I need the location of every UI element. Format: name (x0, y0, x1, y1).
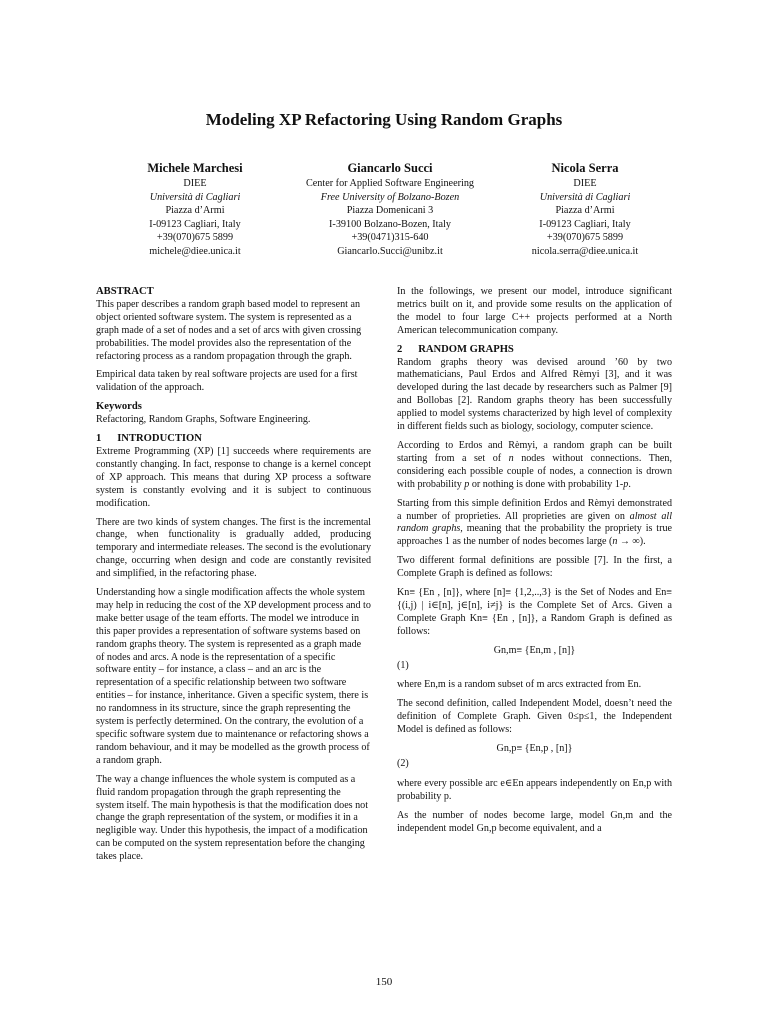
author-address: Piazza Domenicani 3 (346, 205, 434, 217)
author-phone: +39(0471)315-640 (351, 232, 429, 244)
author-name: Giancarlo Succi (347, 161, 433, 175)
body-paragraph: There are two kinds of system changes. The first is the incremental change, when functionality is gradually added, producing temporary and intermediate releases. The second is the evolutionary change, occurring when design and code are constantly revisited and simplified, in the refactoring phase. (96, 516, 371, 580)
body-paragraph: The way a change influences the whole system is computed as a fluid random propagation through the graph representing the system itself. The main hypothesis is that the modification does not change the graph representation of the system, or modifies it in a negligible way. Under this hypothesis, the impact of a modification can be computed on the system representation before the changing takes place. (96, 773, 369, 863)
author-name: Nicola Serra (551, 161, 619, 175)
author-email: michele@diee.unica.it (149, 245, 241, 257)
math-limit: n → ∞ (612, 536, 640, 548)
body-paragraph: Two different formal definitions are possible [7]. In the first, a Complete Graph is defined as follows: (397, 555, 672, 580)
keywords-heading: Keywords (96, 401, 142, 413)
text-run: According to Erdos and Rèmyi, a random graph can be built starting from a set of (397, 439, 672, 464)
author-institution: Università di Cagliari (149, 191, 241, 203)
text-run: Starting from this simple definition Erdos and Rèmyi demonstrated a number of proprieties. All proprieties are given on (397, 497, 672, 522)
author-city: I-39100 Bolzano-Bozen, Italy (329, 218, 451, 230)
body-paragraph: In the followings, we present our model, introduce significant metrics built on it, and provide some results on the application of the model to four large C++ projects performed at a North American telecommunication company. (397, 286, 672, 336)
body-paragraph (397, 440, 672, 492)
body-paragraph (397, 498, 672, 550)
equation-2: Gn,p≡ {En,p , [n]} (496, 743, 573, 755)
author-name: Michele Marchesi (147, 161, 243, 175)
author-email: Giancarlo.Succi@unibz.it (337, 245, 443, 257)
author-block-3 (485, 160, 685, 259)
author-institution: Free University of Bolzano-Bozen (320, 191, 460, 203)
author-institution: Università di Cagliari (539, 191, 631, 203)
right-column (397, 286, 672, 842)
text-run: nodes without connections. Then, considering each possible couple of nodes, a connection is drown with probability (397, 452, 672, 490)
author-email: nicola.serra@diee.unica.it (531, 245, 639, 257)
abstract-heading: ABSTRACT (96, 286, 154, 297)
author-dept: DIEE (573, 178, 597, 189)
section-heading-introduction: 1 INTRODUCTION (96, 433, 202, 445)
definition-paragraph: Kn≡ {En , [n]}, where [n]≡ {1,2,..,3} is the Set of Nodes and En≡ {(i,j) | i∈[n], j∈[n], i≠j} is the Complete Set of Arcs. Given a Complete Graph Kn≡ {En , [n]}, a Random Graph is defined as follows: (397, 587, 672, 637)
body-paragraph: Extreme Programming (XP) [1] succeeds where requirements are constantly changing. In fact, response to change is a kernel concept of XP approach. This means that during XP process a software system is constantly evolving and it is subject to continuous modification. (96, 445, 371, 509)
abstract-paragraph: Empirical data taken by real software projects are used for a first validation of the approach. (96, 369, 358, 394)
math-var: p (623, 478, 629, 490)
body-paragraph: Understanding how a single modification affects the whole system may help in reducing the cost of the XP development process and to make better usage of the team efforts. The model we introduce in this paper provides a representation of software systems based on random graphs theory. The system is represented as a graph made of nodes and arcs. A node is the representation of a specific software entity – for instance, a class – and an arc is the representation of a specific relationship between two software entities – for instance, inheritance. Given a specific system, there is no randomness in its structure, since the graph representing the system is perfectly determined. On the contrary, the evolution of a specific software system due to maintenance or refactoring shows a random behaviour, and it may be modelled as the growth process of a random graph. (96, 587, 371, 766)
author-phone: +39(070)675 5899 (546, 232, 624, 244)
author-city: I-09123 Cagliari, Italy (539, 218, 631, 230)
body-paragraph: where every possible arc e∈En appears independently on En,p with probability p. (397, 777, 672, 802)
equation-1: Gn,m≡ {En,m , [n]} (493, 644, 576, 656)
text-run: meaning that the probability the propriety is true approaches 1 as the number of nodes becomes large ( (397, 523, 672, 548)
paper-title: Modeling XP Refactoring Using Random Graphs (205, 110, 563, 129)
abstract-paragraph: This paper describes a random graph based model to represent an object oriented software system. The system is represented as a graph made of a set of nodes and a set of arcs with given crossing probabilities. The model provides also the representation of the refactoring process as a random propagation through the graph. (96, 298, 362, 362)
author-phone: +39(070)675 5899 (156, 232, 234, 244)
author-block-2 (283, 160, 497, 259)
math-var: p (464, 478, 470, 490)
equation-number-1: (1) (397, 659, 409, 671)
author-address: Piazza d’Armi (165, 205, 225, 217)
text-run: or nothing is done with probability 1- (469, 478, 624, 490)
page-number: 150 (375, 976, 393, 988)
text-run: . (628, 478, 631, 490)
body-paragraph: where En,m is a random subset of m arcs extracted from En. (397, 679, 642, 691)
body-paragraph: Random graphs theory was devised around ’60 by two mathematicians, Paul Erdos and Alfred Rèmyi [3], and it was developed during the last decade by researchers such as Palmer [9] and Bollobas [2]. Random graphs theory has been successfully applied to model systems characterized by high level of complexity in different fields such as biology, sociology, computer science. (397, 356, 672, 433)
italic-text: almost all random graphs, (397, 510, 672, 535)
equation-number-2: (2) (397, 758, 409, 769)
author-address: Piazza d’Armi (555, 205, 615, 217)
body-paragraph: The second definition, called Independent Model, doesn’t need the definition of Complete Graph. Given 0≤p≤1, the Independent Model is defined as follows: (397, 698, 672, 736)
math-var: n (508, 452, 514, 464)
section-heading-random-graphs: 2 RANDOM GRAPHS (397, 343, 514, 355)
keywords-text: Refactoring, Random Graphs, Software Engineering. (96, 414, 311, 426)
author-dept: Center for Applied Software Engineering (305, 178, 475, 189)
body-paragraph: As the number of nodes become large, model Gn,m and the independent model Gn,p become equivalent, and a (397, 809, 672, 834)
author-dept: DIEE (183, 178, 207, 189)
text-run: ). (639, 536, 646, 548)
author-city: I-09123 Cagliari, Italy (149, 218, 241, 230)
author-block-1 (95, 160, 295, 259)
left-column (96, 286, 371, 870)
